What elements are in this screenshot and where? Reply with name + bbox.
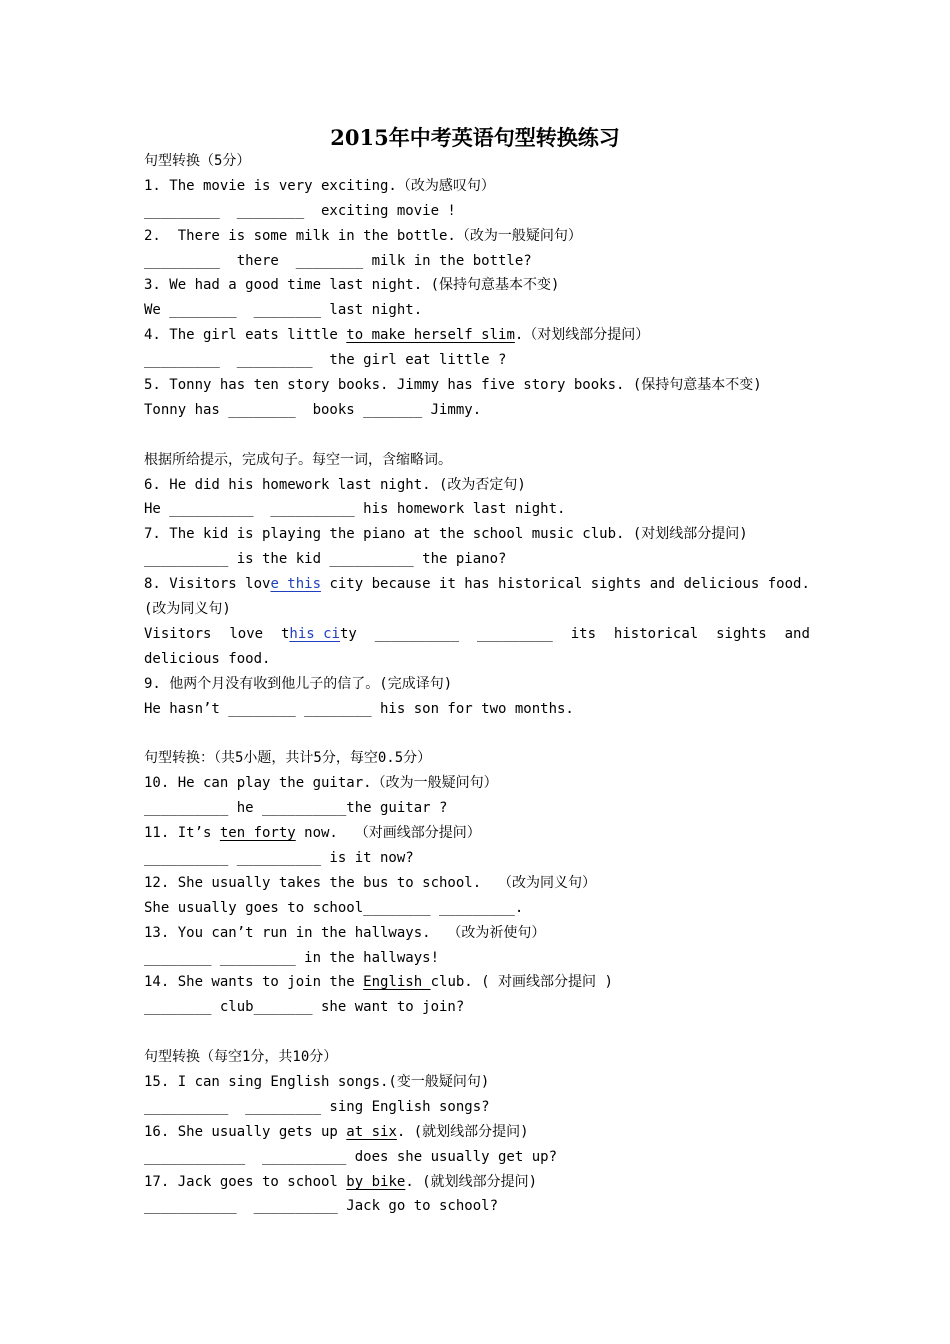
- answer-8-blank: __________: [374, 625, 460, 642]
- question-6: 6. He did his homework last night. (改为否定句): [144, 476, 526, 493]
- question-10: 10. He can play the guitar.（改为一般疑问句）: [144, 775, 498, 792]
- spacer: [144, 423, 810, 448]
- answer-10: __________ he __________the guitar ?: [144, 800, 448, 817]
- question-14: [144, 970, 810, 995]
- answer-3: We ________ ________ last night.: [144, 302, 423, 319]
- question-16: [144, 1120, 810, 1145]
- question-11: [144, 821, 810, 846]
- answer-8: [144, 622, 810, 647]
- question-4-pre: 4. The girl eats little: [144, 327, 347, 344]
- answer-8-word: and: [784, 625, 810, 642]
- answer-7: __________ is the kid __________ the piano?: [144, 551, 507, 568]
- answer-8-word-this-city: this city: [280, 625, 357, 642]
- answer-8-word: Visitors: [144, 625, 212, 642]
- answer-9: He hasn’t ________ ________ his son for two months.: [144, 700, 574, 717]
- answer-8-word: its: [570, 625, 597, 642]
- question-14-pre: 14. She wants to join the: [144, 974, 364, 991]
- spacer: [144, 721, 810, 746]
- page-title: 2015年中考英语句型转换练习: [330, 125, 620, 150]
- answer-16: ____________ __________ does she usually get up?: [144, 1148, 558, 1165]
- section-3-heading: 句型转换：（共5小题，共计5分，每空0.5分）: [144, 750, 432, 767]
- answer-2: _________ there ________ milk in the bottle?: [144, 252, 532, 269]
- question-17-underlined: by bike: [346, 1173, 406, 1190]
- answer-8-continued: delicious food.: [144, 650, 271, 667]
- question-4: [144, 323, 810, 348]
- question-8: [144, 572, 810, 597]
- answer-8-blank: _________: [476, 625, 553, 642]
- question-17-pre: 17. Jack goes to school: [144, 1173, 347, 1190]
- question-16-post: . (就划线部分提问): [396, 1123, 529, 1140]
- question-4-post: .（对划线部分提问）: [514, 327, 650, 344]
- question-5: 5. Tonny has ten story books. Jimmy has five story books. (保持句意基本不变): [144, 377, 762, 394]
- section-1-heading: 句型转换（5分）: [144, 153, 251, 169]
- question-14-post: club. ( 对画线部分提问 ): [430, 974, 613, 991]
- question-12: 12. She usually takes the bus to school. （改为同义句）: [144, 874, 597, 891]
- answer-4: _________ _________ the girl eat little ?: [144, 352, 507, 369]
- section-4-heading: 句型转换（每空1分，共10分）: [144, 1049, 338, 1066]
- question-1: 1. The movie is very exciting.（改为感叹句）: [144, 177, 495, 194]
- question-4-underlined: to make herself slim: [346, 327, 515, 344]
- question-11-pre: 11. It’s: [144, 825, 220, 842]
- question-2: 2. There is some milk in the bottle.（改为一般疑问句）: [144, 227, 582, 244]
- answer-13: ________ _________ in the hallways!: [144, 949, 440, 966]
- question-8-pre: 8. Visitors lov: [144, 576, 271, 593]
- answer-17: ___________ __________ Jack go to school?: [144, 1198, 499, 1215]
- exercise-content: [144, 149, 810, 1219]
- section-2-heading: 根据所给提示，完成句子。每空一词，含缩略词。: [144, 451, 452, 468]
- question-17: [144, 1170, 810, 1195]
- answer-11: __________ __________ is it now?: [144, 849, 414, 866]
- question-7: 7. The kid is playing the piano at the school music club. (对划线部分提问): [144, 526, 748, 543]
- question-14-underlined: English: [363, 974, 431, 991]
- question-17-post: . (就划线部分提问): [405, 1173, 538, 1190]
- answer-6: He __________ __________ his homework last night.: [144, 501, 566, 518]
- question-11-underlined: ten forty: [219, 825, 296, 842]
- question-3: 3. We had a good time last night. (保持句意基本不变): [144, 277, 560, 294]
- spacer: [144, 1020, 810, 1045]
- question-15: 15. I can sing English songs.(变一般疑问句): [144, 1073, 490, 1090]
- answer-12: She usually goes to school________ _________.: [144, 899, 524, 916]
- answer-14: ________ club_______ she want to join?: [144, 999, 465, 1016]
- question-11-post: now. （对画线部分提问）: [295, 825, 481, 842]
- answer-5: Tonny has ________ books _______ Jimmy.: [144, 401, 482, 418]
- question-8-note: (改为同义句): [144, 601, 231, 618]
- answer-8-word: sights: [716, 625, 767, 642]
- question-16-pre: 16. She usually gets up: [144, 1123, 347, 1140]
- answer-8-word: love: [229, 625, 264, 642]
- question-8-post: city because it has historical sights and delicious food.: [321, 576, 810, 593]
- question-9: 9. 他两个月没有收到他儿子的信了。(完成译句): [144, 675, 453, 692]
- answer-8-word: historical: [613, 625, 699, 642]
- answer-1: _________ ________ exciting movie !: [144, 202, 456, 219]
- question-13: 13. You can’t run in the hallways. （改为祈使句）: [144, 924, 546, 941]
- question-16-underlined: at six: [346, 1123, 397, 1140]
- answer-15: __________ _________ sing English songs?: [144, 1098, 490, 1115]
- question-8-link[interactable]: e this: [270, 576, 322, 593]
- answer-8-link[interactable]: his ci: [289, 625, 340, 642]
